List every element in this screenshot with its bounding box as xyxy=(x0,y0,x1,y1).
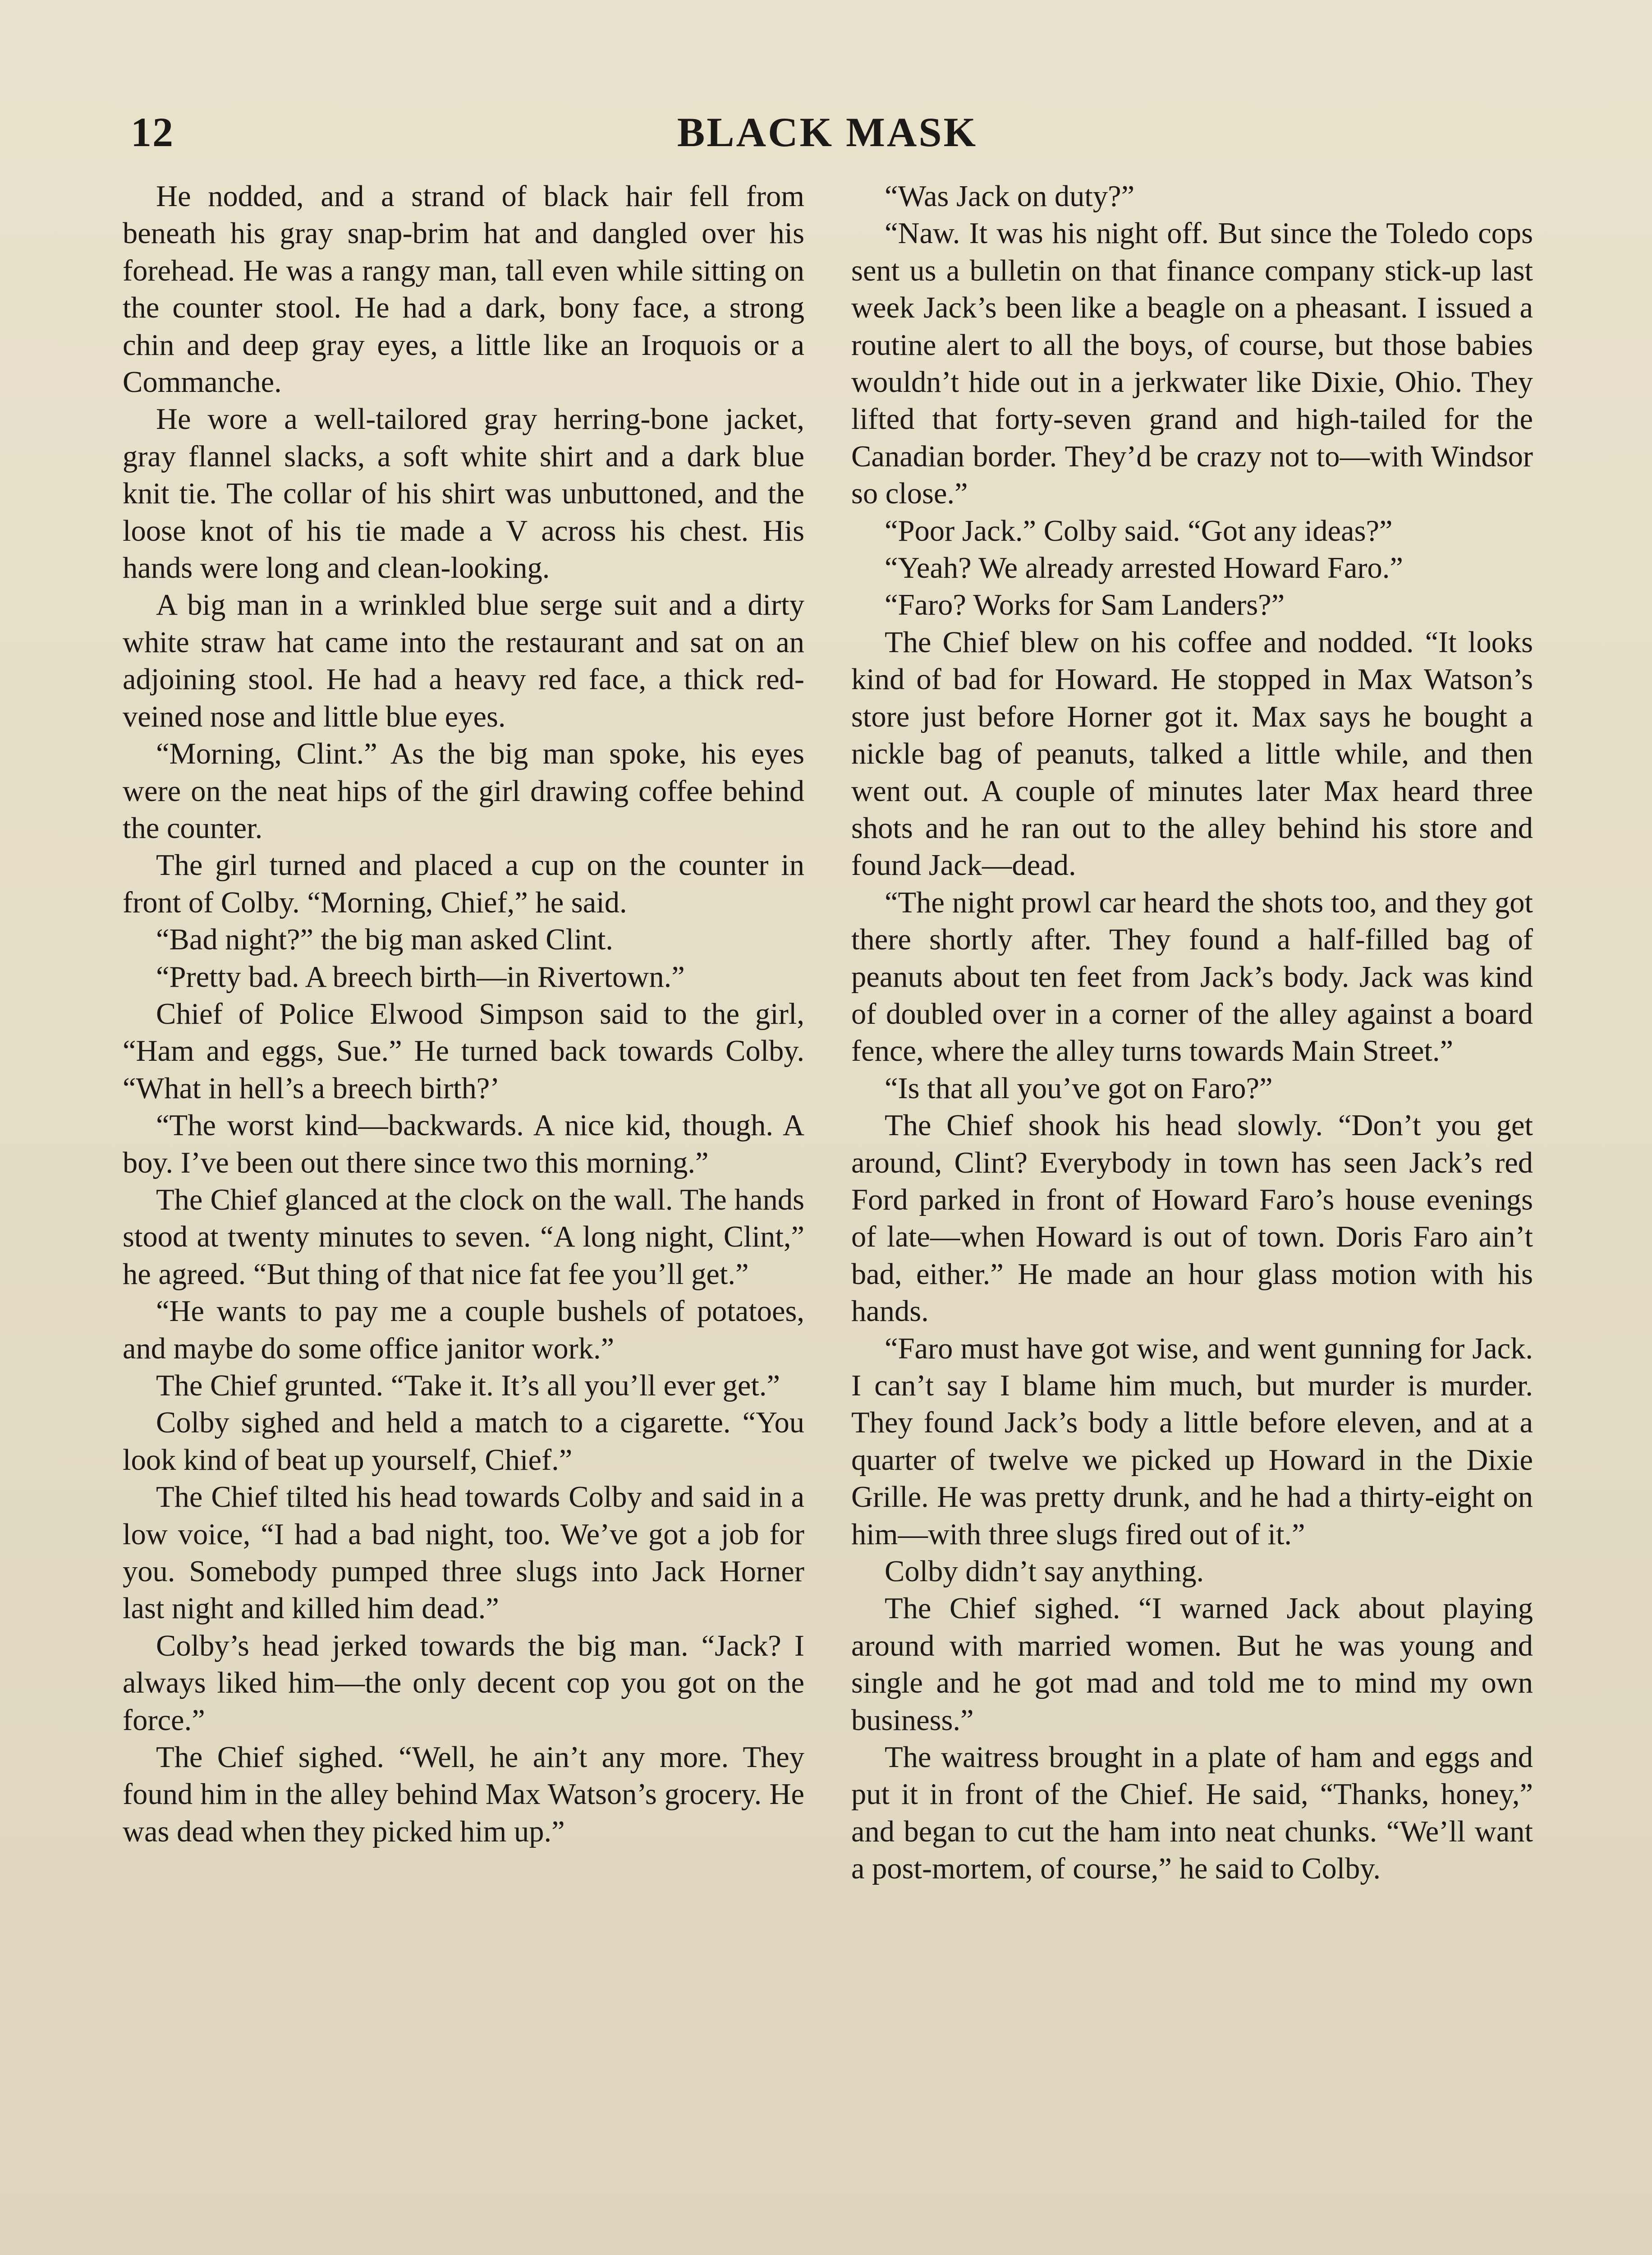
paragraph: “Naw. It was his night off. But since the Toledo cops sent us a bulletin on that finance company stick-up last week Jack’s been like a beagle on a pheasant. I issued a routine alert to all the boys, of course, but those babies wouldn’t hide out in a jerkwater like Dixie, Ohio. They lifted that forty-seven grand and high-tailed for the Canadian border. They’d be crazy not to—with Windsor so close.” xyxy=(851,217,1533,511)
left-column xyxy=(123,178,804,2255)
paragraph: The waitress brought in a plate of ham and eggs and put it in front of the Chief. He said, “Thanks, honey,” and began to cut the ham into neat chunks. “We’ll want a post-mortem, of course,” he said to Colby. xyxy=(851,1741,1533,1886)
paragraph: The girl turned and placed a cup on the counter in front of Colby. “Morning, Chief,” he said. xyxy=(123,849,804,919)
paragraph: “The night prowl car heard the shots too, and they got there shortly after. They found a half-filled bag of peanuts about ten feet from Jack’s body. Jack was kind of doubled over in a corner of the alley against a board fence, where the alley turns towards Main Street.” xyxy=(851,886,1533,1068)
paragraph: The Chief sighed. “I warned Jack about playing around with married women. But he was young and single and he got mad and told me to mind my own business.” xyxy=(851,1592,1533,1737)
paragraph: He nodded, and a strand of black hair fell from beneath his gray snap-brim hat and dangled over his forehead. He was a rangy man, tall even while sitting on the counter stool. He had a dark, bony face, a strong chin and deep gray eyes, a little like an Iroquois or a Commanche. xyxy=(123,180,804,399)
paragraph: “Yeah? We already arrested Howard Faro.” xyxy=(885,552,1403,585)
paragraph: “Bad night?” the big man asked Clint. xyxy=(156,923,613,957)
right-column xyxy=(851,178,1533,2255)
paragraph: “He wants to pay me a couple bushels of potatoes, and maybe do some office janitor work.” xyxy=(123,1295,804,1365)
paragraph: The Chief sighed. “Well, he ain’t any more. They found him in the alley behind Max Watson’s grocery. He was dead when they picked him up.” xyxy=(123,1741,804,1848)
paragraph: The Chief glanced at the clock on the wall. The hands stood at twenty minutes to seven. “A long night, Clint,” he agreed. “But thing of that nice fat fee you’ll get.” xyxy=(123,1183,804,1291)
paragraph: “The worst kind—backwards. A nice kid, though. A boy. I’ve been out there since two this morning.” xyxy=(123,1109,804,1179)
paragraph: Colby’s head jerked towards the big man. “Jack? I always liked him—the only decent cop you got on the force.” xyxy=(123,1629,804,1737)
page-header xyxy=(122,108,1533,167)
paragraph: “Morning, Clint.” As the big man spoke, his eyes were on the neat hips of the girl drawing coffee behind the counter. xyxy=(123,737,804,845)
paragraph: “Faro must have got wise, and went gunning for Jack. I can’t say I blame him much, but murder is murder. They found Jack’s body a little before eleven, and at a quarter of twelve we picked up Howard in the Dixie Grille. He was pretty drunk, and he had a thirty-eight on him—with three slugs fired out of it.” xyxy=(851,1332,1533,1551)
paragraph: “Poor Jack.” Colby said. “Got any ideas?” xyxy=(885,514,1393,548)
paragraph: He wore a well-tailored gray herring-bone jacket, gray flannel slacks, a soft white shirt and a dark blue knit tie. The collar of his shirt was unbuttoned, and the loose knot of his tie made a V across his chest. His hands were long and clean-looking. xyxy=(123,403,804,585)
paragraph: The Chief shook his head slowly. “Don’t you get around, Clint? Everybody in town has seen Jack’s red Ford parked in front of Howard Faro’s house evenings of late—when Howard is out of town. Doris Faro ain’t bad, either.” He made an hour glass motion with his hands. xyxy=(851,1109,1533,1328)
running-title: BLACK MASK xyxy=(677,109,978,155)
paragraph: “Faro? Works for Sam Landers?” xyxy=(885,589,1285,622)
paragraph: Chief of Police Elwood Simpson said to the girl, “Ham and eggs, Sue.” He turned back towards Colby. “What in hell’s a breech birth?’ xyxy=(123,997,804,1105)
paragraph: A big man in a wrinkled blue serge suit and a dirty white straw hat came into the restaurant and sat on an adjoining stool. He had a heavy red face, a thick red-veined nose and little blue eyes. xyxy=(123,589,804,733)
paragraph: The Chief blew on his coffee and nodded. “It looks kind of bad for Howard. He stopped in Max Watson’s store just before Horner got it. Max says he bought a nickle bag of peanuts, talked a little while, and then went out. A couple of minutes later Max heard three shots and he ran out to the alley behind his store and found Jack—dead. xyxy=(851,626,1533,882)
paragraph: “Pretty bad. A breech birth—in Rivertown.” xyxy=(156,960,685,994)
paragraph: Colby sighed and held a match to a cigarette. “You look kind of beat up yourself, Chief.” xyxy=(123,1406,804,1477)
paragraph: Colby didn’t say anything. xyxy=(885,1555,1204,1588)
paragraph: The Chief grunted. “Take it. It’s all you’ll ever get.” xyxy=(156,1369,780,1402)
paragraph: “Is that all you’ve got on Faro?” xyxy=(885,1072,1273,1105)
page-number: 12 xyxy=(131,109,174,155)
paragraph: “Was Jack on duty?” xyxy=(885,180,1135,213)
paragraph: The Chief tilted his head towards Colby and said in a low voice, “I had a bad night, too. We’ve got a job for you. Somebody pumped three slugs into Jack Horner last night and killed him dead.” xyxy=(123,1481,804,1625)
